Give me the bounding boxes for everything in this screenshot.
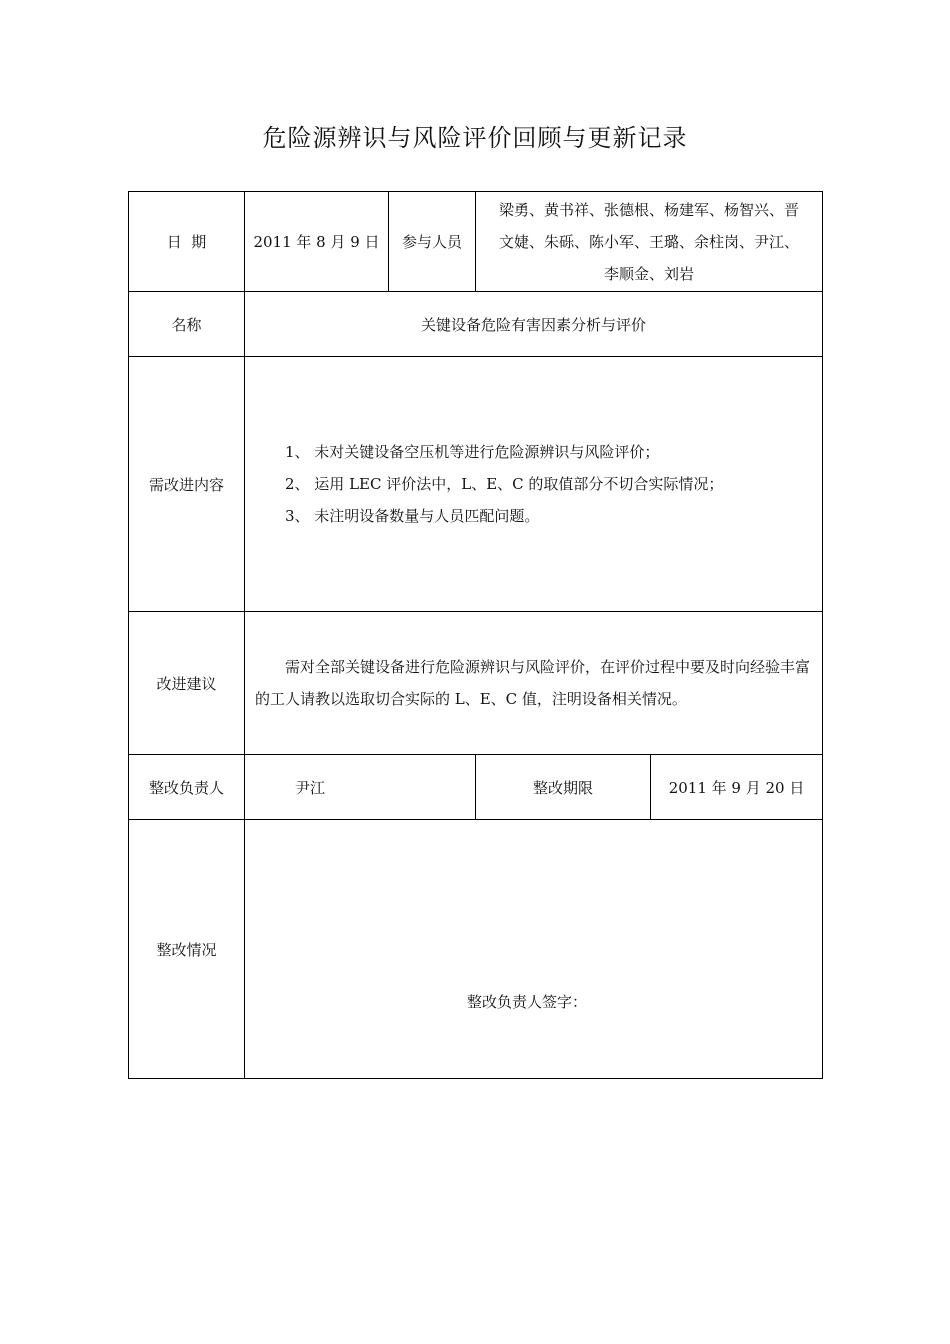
participants-line: 梁勇、黄书祥、张德根、杨建军、杨智兴、晋 [499,200,800,219]
row-suggestion [129,612,823,755]
record-table [128,191,823,1079]
status-content [245,820,823,1079]
row-issues [129,357,823,612]
list-item: 3、 未注明设备数量与人员匹配问题。 [285,507,540,525]
list-item: 2、 运用 LEC 评价法中，L、E、C 的取值部分不切合实际情况； [285,475,724,493]
participants-line: 李顺金、刘岩 [604,264,695,283]
row-name [129,292,823,357]
list-item: 1、 未对关键设备空压机等进行危险源辨识与风险评价； [285,443,660,461]
deadline-value: 2011 年 9 月 20 日 [651,755,823,820]
suggestion-label: 改进建议 [129,612,245,755]
row-date [129,192,823,292]
owner-value: 尹江 [245,755,476,820]
issues-list [245,357,823,612]
owner-label: 整改负责人 [129,755,245,820]
status-label: 整改情况 [129,820,245,1079]
deadline-label: 整改期限 [476,755,651,820]
name-value: 关键设备危险有害因素分析与评价 [245,292,823,357]
page-title: 危险源辨识与风险评价回顾与更新记录 [262,124,688,152]
date-label: 日 期 [129,192,245,292]
name-label: 名称 [129,292,245,357]
row-owner [129,755,823,820]
date-value: 2011 年 8 月 9 日 [245,192,389,292]
row-status [129,820,823,1079]
signature-label: 整改负责人签字： [467,993,588,1011]
participants-line: 文婕、朱砾、陈小军、王璐、余柱岗、尹江、 [499,232,800,251]
issues-label: 需改进内容 [129,357,245,612]
participants-label: 参与人员 [389,192,476,292]
participants-value [476,192,823,292]
suggestion-text: 需对全部关键设备进行危险源辨识与风险评价，在评价过程中要及时向经验丰富的工人请教以选取切合实际的 L、E、C 值，注明设备相关情况。 [245,612,823,755]
